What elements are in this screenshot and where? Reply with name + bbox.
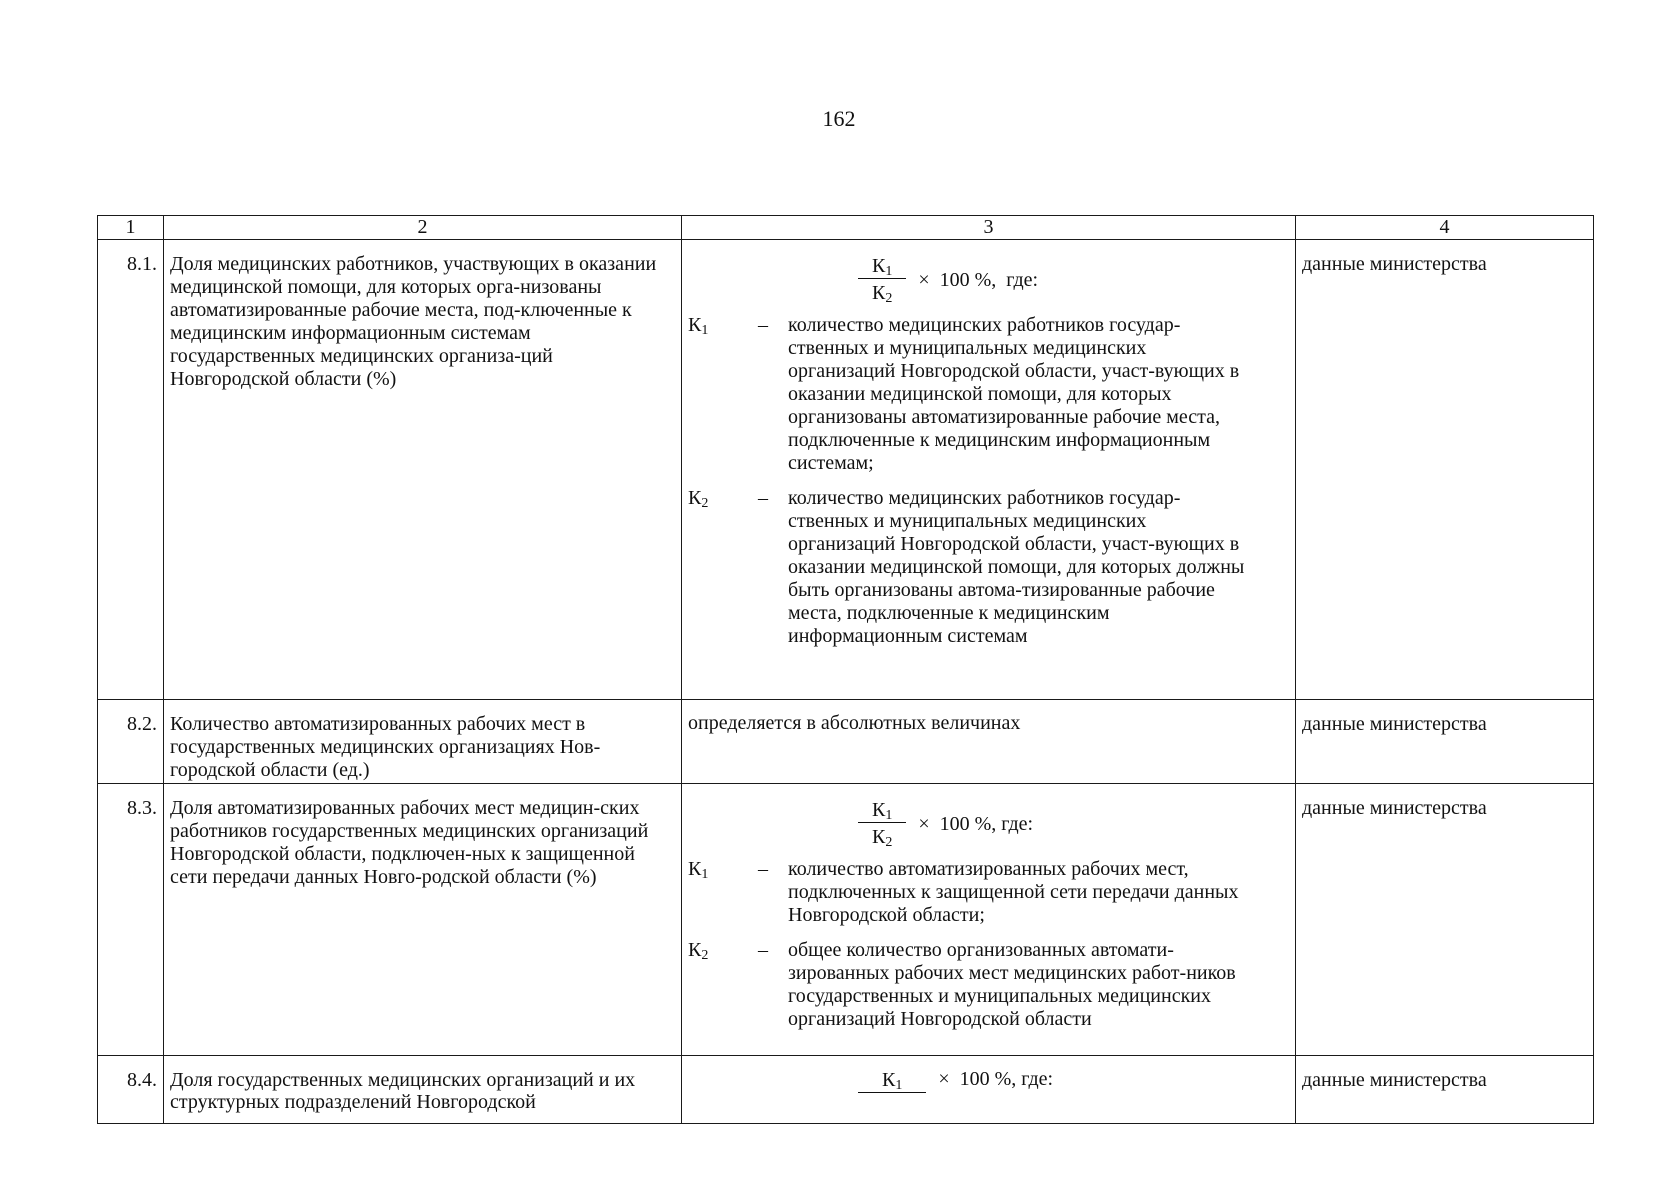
- table-row: [98, 240, 1594, 700]
- data-source: данные министерства: [1296, 784, 1594, 1056]
- calculation-method: [682, 240, 1296, 700]
- indicator-title: Доля автоматизированных рабочих мест медицин-ских работников государственных медицинских организаций Новгородской области, подключен-ных к защищенной сети передачи данных Новго-родской области (%): [164, 784, 682, 1056]
- column-header: 3: [682, 216, 1296, 240]
- column-header: 2: [164, 216, 682, 240]
- variable-definition: $К_2$ – общее количество организованных автомати-зированных рабочих мест медицинских работ-ников государственных и муниципальных медицинских организаций Новгородской области: [688, 939, 1236, 1030]
- formula: $К_1$ × 100 %, где:: [858, 1068, 1289, 1102]
- data-source: данные министерства: [1296, 1056, 1594, 1124]
- table-row: [98, 784, 1594, 1056]
- calculation-method: [682, 1056, 1296, 1124]
- indicators-table: [97, 215, 1593, 1124]
- row-number: 8.1.: [98, 240, 164, 700]
- data-source: данные министерства: [1296, 700, 1594, 784]
- table-header-row: [98, 216, 1594, 240]
- row-number: 8.2.: [98, 700, 164, 784]
- variable-definition: $К_1$ – количество медицинских работников государ-ственных и муниципальных медицинских организаций Новгородской области, участ-вующих в оказании медицинской помощи, для которых организованы автоматизированные рабочие места, подключенные к медицинским информационным системам;: [688, 314, 1240, 474]
- variable-definition: $К_2$ – количество медицинских работников государ-ственных и муниципальных медицинских организаций Новгородской области, участ-вующих в оказании медицинской помощи, для которых должны быть организованы автома-тизированные рабочие места, подключенные к медицинским информационным системам: [688, 487, 1245, 647]
- column-header: 1: [98, 216, 164, 240]
- calculation-method: [682, 784, 1296, 1056]
- table-row: [98, 700, 1594, 784]
- row-number: 8.3.: [98, 784, 164, 1056]
- indicator-title: Доля государственных медицинских организаций и их структурных подразделений Новгородской: [164, 1056, 682, 1124]
- calculation-method: определяется в абсолютных величинах: [682, 700, 1296, 784]
- variable-definition: $К_1$ – количество автоматизированных рабочих мест, подключенных к защищенной сети передачи данных Новгородской области;: [688, 858, 1239, 926]
- data-source: данные министерства: [1296, 240, 1594, 700]
- formula: $\frac{К_1}{К_2}$ × 100 %, где:: [858, 796, 1289, 852]
- row-number: 8.4.: [98, 1056, 164, 1124]
- indicator-title: Количество автоматизированных рабочих мест в государственных медицинских организациях Нов-городской области (ед.): [164, 700, 682, 784]
- formula: $\frac{К_1}{К_2}$ × 100 %, где:: [858, 252, 1289, 308]
- table-row: [98, 1056, 1594, 1124]
- indicator-title: Доля медицинских работников, участвующих в оказании медицинской помощи, для которых орга-низованы автоматизированные рабочие места, под-ключенные к медицинским информационным системам государственных медицинских организа-ций Новгородской области (%): [164, 240, 682, 700]
- page-number: 162: [822, 106, 856, 131]
- column-header: 4: [1296, 216, 1594, 240]
